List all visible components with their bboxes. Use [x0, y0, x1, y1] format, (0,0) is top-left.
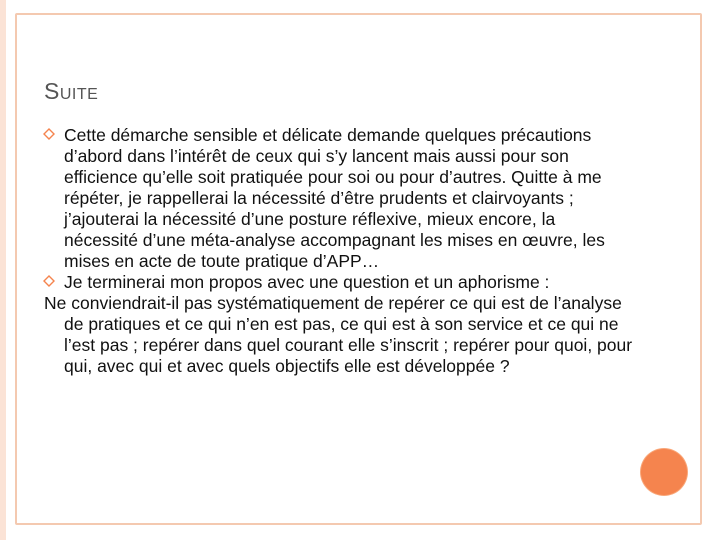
left-decoration-stripe	[0, 0, 6, 540]
hollow-diamond-icon	[43, 128, 55, 140]
slide-body	[44, 125, 634, 377]
bullet-item	[44, 272, 634, 293]
slide-title: Suite	[44, 78, 99, 104]
bullet-item	[44, 125, 634, 272]
hollow-diamond-icon	[43, 275, 55, 287]
bullet-text: Cette démarche sensible et délicate demande quelques précautions d’abord dans l’intérêt de ceux qui s’y lancent mais aussi pour son efficience qu’elle soit pratiquée pour soi ou pour d’autres. Quitte à me répéter, je rappellerai la nécessité d’être prudents et clairvoyants ; j’ajouterai la nécessité d’une posture réflexive, mieux encore, la nécessité d’une méta-analyse accompagnant les mises en œuvre, les mises en acte de toute pratique d’APP…	[64, 125, 605, 271]
bullet-text: Je terminerai mon propos avec une question et un aphorisme :	[64, 272, 550, 292]
closing-paragraph: Ne conviendrait-il pas systématiquement de repérer ce qui est de l’analyse de pratiques et ce qui n’en est pas, ce qui est à son service et ce qui ne l’est pas ; repérer dans quel courant elle s’inscrit ; repérer pour quoi, pour qui, avec qui et avec quels objectifs elle est développée ?	[44, 293, 633, 376]
decorative-orange-circle	[641, 449, 687, 495]
